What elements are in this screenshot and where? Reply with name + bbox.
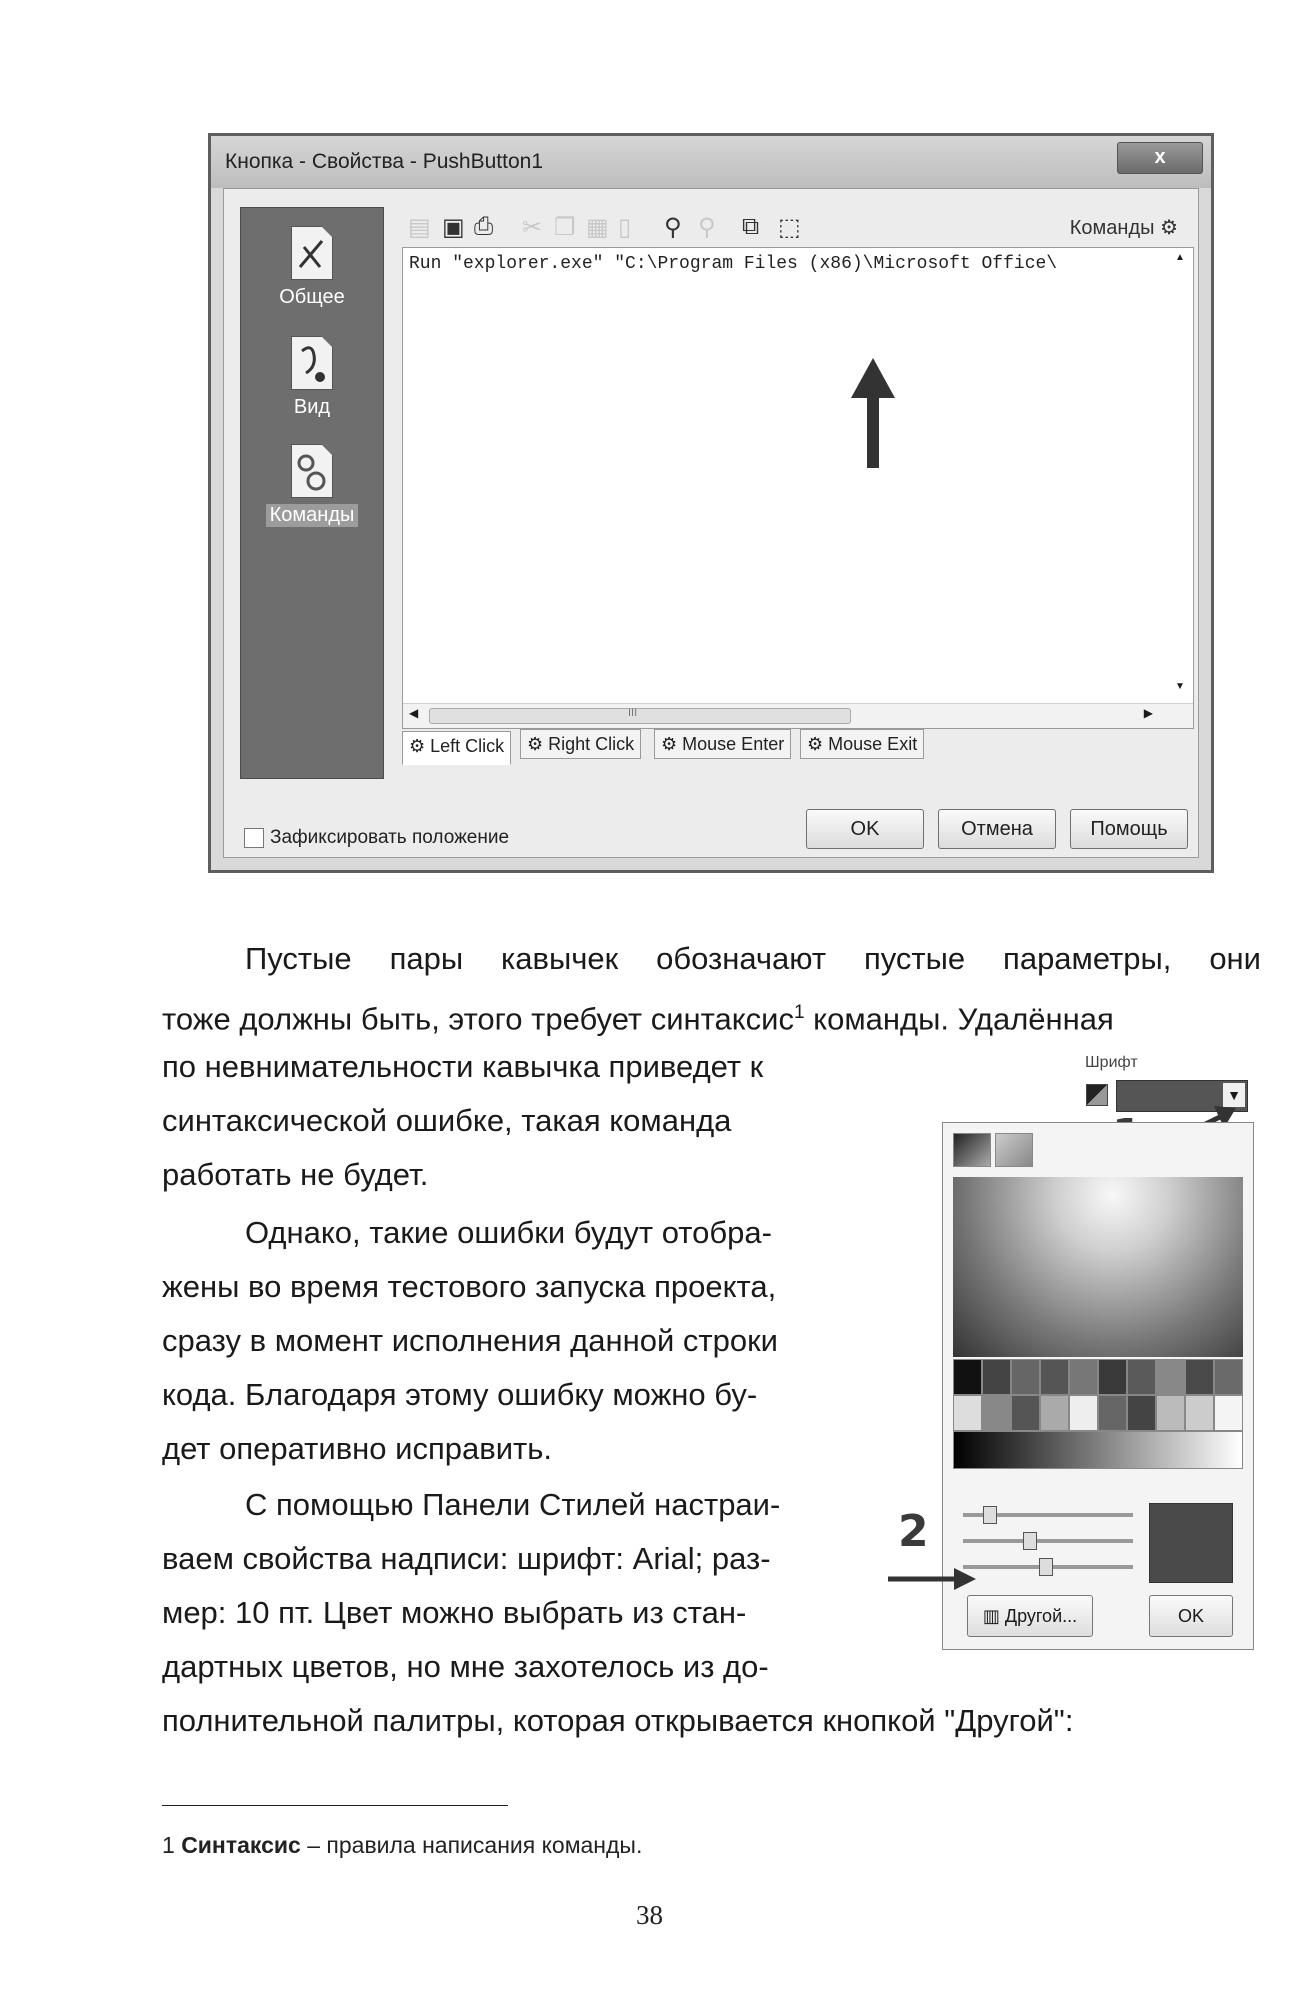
commands-icon	[291, 444, 333, 498]
general-settings-icon	[291, 226, 333, 280]
picker-ok-button[interactable]: OK	[1149, 1595, 1233, 1637]
sidebar-item-label: Команды	[266, 504, 359, 527]
color-swatch[interactable]	[1040, 1395, 1069, 1431]
footnote-divider	[162, 1805, 508, 1806]
tab-mouse-exit[interactable]	[800, 729, 924, 759]
font-color-icon	[1086, 1084, 1108, 1106]
text-line: ваем свойства надписи: шрифт: Arial; раз-	[162, 1541, 771, 1576]
text-segment: тоже должны быть, этого требует синтаксис	[162, 1001, 794, 1037]
color-gradient-field[interactable]	[953, 1177, 1243, 1357]
scroll-left-icon[interactable]: ◀	[409, 706, 419, 720]
scroll-down-icon[interactable]: ▼	[1175, 681, 1185, 692]
color-swatch[interactable]	[1098, 1359, 1127, 1395]
sidebar-item-commands[interactable]	[241, 444, 383, 527]
horizontal-scrollbar[interactable]	[403, 703, 1193, 728]
find-icon[interactable]: ⚲	[664, 214, 682, 241]
gear-icon: ⚙	[807, 734, 824, 754]
delete-icon[interactable]: ▯	[618, 214, 632, 241]
slider-knob[interactable]	[1023, 1532, 1037, 1550]
page-number: 38	[636, 1900, 663, 1930]
scroll-grip: III	[628, 707, 638, 719]
text-line: работать не будет.	[162, 1157, 429, 1192]
print-icon[interactable]: ⎙	[474, 213, 494, 240]
scroll-right-icon[interactable]: ▶	[1143, 706, 1153, 720]
vertical-scrollbar[interactable]	[1175, 252, 1191, 692]
pointer-arrow-icon	[851, 358, 895, 473]
color-picker-screenshot	[880, 1048, 1257, 1648]
color-palette-panel	[942, 1122, 1254, 1650]
color-swatch[interactable]	[953, 1359, 982, 1395]
color-swatch[interactable]	[953, 1395, 982, 1431]
color-swatch[interactable]	[1214, 1395, 1243, 1431]
commands-label: Команды	[1069, 217, 1155, 239]
slider-knob[interactable]	[1039, 1558, 1053, 1576]
text-line-content: Пустые пары кавычек обозначают пустые параметры, они	[245, 941, 1261, 976]
dialog-body	[223, 188, 1199, 858]
lock-position-checkbox[interactable]	[244, 828, 264, 848]
sidebar-item-label: Вид	[293, 396, 331, 418]
swatch-row	[953, 1359, 1243, 1395]
properties-dialog-screenshot	[208, 133, 1214, 873]
gear-icon: ⚙	[409, 736, 426, 756]
font-label: Шрифт	[1085, 1054, 1138, 1071]
code-editor[interactable]	[402, 247, 1194, 729]
texture-tab-icon[interactable]	[995, 1133, 1033, 1167]
selected-color-preview	[1149, 1503, 1233, 1583]
grayscale-strip[interactable]	[953, 1431, 1243, 1469]
color-swatch[interactable]	[1040, 1359, 1069, 1395]
slider-track	[963, 1565, 1133, 1569]
color-swatch[interactable]	[1011, 1359, 1040, 1395]
color-swatch[interactable]	[1127, 1395, 1156, 1431]
new-icon[interactable]: ▤	[408, 214, 431, 241]
footnote-definition: – правила написания команды.	[300, 1832, 643, 1858]
tab-label: Mouse Enter	[682, 734, 785, 754]
text-line: Однако, такие ошибки будут отобра-	[245, 1215, 772, 1250]
tab-label: Right Click	[548, 734, 635, 754]
callout-number: 2	[898, 1506, 929, 1557]
standard-swatches	[953, 1359, 1243, 1469]
footnote	[162, 1832, 642, 1859]
palette-icon: ▥	[982, 1606, 1000, 1626]
text-line: полнительной палитры, которая открывается кнопкой "Другой":	[162, 1703, 1074, 1738]
other-color-button[interactable]	[967, 1595, 1093, 1637]
footnote-mark: 1	[793, 1002, 805, 1023]
select-icon[interactable]: ⬚	[778, 214, 801, 241]
footnote-number: 1	[162, 1832, 175, 1858]
code-line: Run "explorer.exe" "C:\Program Files (x86)\Microsoft Office\	[409, 254, 1058, 274]
scroll-up-icon[interactable]: ▲	[1175, 252, 1185, 263]
cancel-button[interactable]: Отмена	[938, 809, 1056, 849]
appearance-icon	[291, 336, 333, 390]
color-swatch[interactable]	[1156, 1359, 1185, 1395]
toolbar	[402, 207, 1192, 245]
gear-icon: ⚙	[661, 734, 678, 754]
text-line	[245, 932, 1259, 986]
sidebar	[240, 207, 384, 779]
color-swatch[interactable]	[1098, 1395, 1127, 1431]
tab-left-click[interactable]	[402, 731, 511, 765]
scroll-thumb[interactable]	[429, 708, 851, 724]
text-line: С помощью Панели Стилей настраи-	[245, 1487, 781, 1522]
lock-position-option[interactable]	[244, 827, 509, 849]
gear-icon: ⚙	[1160, 217, 1178, 239]
dialog-title-bar	[211, 136, 1211, 188]
text-line: жены во время тестового запуска проекта,	[162, 1269, 777, 1304]
color-swatch[interactable]	[1185, 1395, 1214, 1431]
close-button[interactable]: x	[1117, 142, 1203, 174]
copy-icon[interactable]: ❐	[554, 214, 576, 241]
sidebar-item-label: Общее	[279, 286, 345, 308]
insert-icon[interactable]: ⧉	[742, 213, 760, 240]
tab-mouse-enter[interactable]	[654, 729, 791, 759]
swatch-row	[953, 1395, 1243, 1431]
color-sliders	[953, 1491, 1243, 1647]
color-swatch[interactable]	[1069, 1359, 1098, 1395]
color-swatch[interactable]	[1011, 1395, 1040, 1431]
sidebar-item-general[interactable]	[241, 226, 383, 309]
color-swatch[interactable]	[1214, 1359, 1243, 1395]
help-button[interactable]: Помощь	[1070, 809, 1188, 849]
save-icon[interactable]: ▣	[442, 214, 465, 241]
palette-tabs	[953, 1133, 1037, 1172]
tab-label: Left Click	[430, 736, 505, 756]
tab-label: Mouse Exit	[828, 734, 918, 754]
text-segment: команды. Удалённая	[804, 1001, 1114, 1037]
color-swatch[interactable]	[1185, 1359, 1214, 1395]
text-line: по невнимательности кавычка приведет к	[162, 1049, 764, 1084]
ok-button[interactable]: OK	[806, 809, 924, 849]
other-color-label: Другой...	[1004, 1606, 1078, 1626]
text-line: дартных цветов, но мне захотелось из до-	[162, 1649, 769, 1684]
paste-icon[interactable]: ▦	[586, 214, 609, 241]
sidebar-item-appearance[interactable]	[241, 336, 383, 419]
slider-track	[963, 1539, 1133, 1543]
text-line: кода. Благодаря этому ошибку можно бу-	[162, 1377, 758, 1412]
footnote-term: Синтаксис	[181, 1832, 301, 1858]
color-swatch[interactable]	[1156, 1395, 1185, 1431]
gear-icon: ⚙	[527, 734, 544, 754]
cut-icon[interactable]: ✂	[522, 214, 543, 241]
text-line	[162, 986, 1114, 1046]
chevron-down-icon[interactable]: ▼	[1223, 1083, 1245, 1107]
text-line: сразу в момент исполнения данной строки	[162, 1323, 778, 1358]
lock-position-label: Зафиксировать положение	[270, 827, 510, 848]
color-swatch[interactable]	[982, 1395, 1011, 1431]
callout-arrow-icon	[888, 1564, 978, 1594]
text-line: синтаксической ошибке, такая команда	[162, 1103, 732, 1138]
slider-track	[963, 1513, 1133, 1517]
tab-right-click[interactable]	[520, 729, 641, 759]
slider-knob[interactable]	[983, 1506, 997, 1524]
text-line: дет оперативно исправить.	[162, 1431, 552, 1466]
commands-menu[interactable]	[1070, 215, 1178, 240]
color-swatch[interactable]	[982, 1359, 1011, 1395]
color-swatch[interactable]	[1069, 1395, 1098, 1431]
gradient-tab-icon[interactable]	[953, 1133, 991, 1167]
color-swatch[interactable]	[1127, 1359, 1156, 1395]
dialog-title: Кнопка - Свойства - PushButton1	[225, 150, 544, 173]
text-line: мер: 10 пт. Цвет можно выбрать из стан-	[162, 1595, 747, 1630]
replace-icon[interactable]: ⚲	[698, 214, 716, 241]
